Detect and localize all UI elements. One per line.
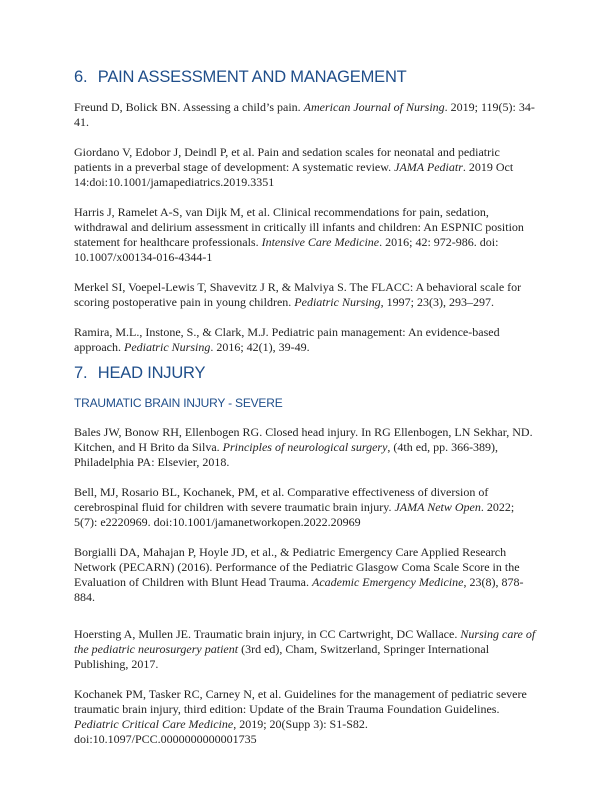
reference-entry: Harris J, Ramelet A-S, van Dijk M, et al. Clinical recommendations for pain, sedation, withdrawal and delirium assessment in critically ill infants and children: An ESPNIC position statement for healthcare professionals. Intensive Care Medicine. 2016; 42: 972-986. doi: 10.1007/x00134-016-4344-1 (74, 205, 524, 264)
section-heading-head-injury (74, 364, 540, 383)
section-number: 7. (74, 364, 88, 382)
section-heading-pain (74, 68, 540, 87)
reference-entry: Giordano V, Edobor J, Deindl P, et al. Pain and sedation scales for neonatal and pediatric patients in a preverbal stage of development: A systematic review. JAMA Pediatr. 2019 Oct 14:doi:10.1001/jamapediatrics.2019.3351 (74, 145, 514, 189)
reference-entry: Ramira, M.L., Instone, S., & Clark, M.J. Pediatric pain management: An evidence-based approach. Pediatric Nursing. 2016; 42(1), 39-49. (74, 325, 500, 354)
section-title: PAIN ASSESSMENT AND MANAGEMENT (97, 68, 407, 86)
section-title: HEAD INJURY (97, 364, 206, 382)
reference-entry: Borgialli DA, Mahajan P, Hoyle JD, et al., & Pediatric Emergency Care Applied Research Network (PECARN) (2016). Performance of the Pediatric Glasgow Coma Scale Score in the Evaluation of Children with Blunt Head Trauma. Academic Emergency Medicine, 23(8), 878-884. (74, 545, 524, 604)
section-number: 6. (74, 68, 88, 86)
reference-entry: Merkel SI, Voepel-Lewis T, Shavevitz J R, & Malviya S. The FLACC: A behavioral scale for scoring postoperative pain in young children. Pediatric Nursing, 1997; 23(3), 293–297. (74, 280, 522, 309)
reference-entry: Kochanek PM, Tasker RC, Carney N, et al. Guidelines for the management of pediatric severe traumatic brain injury, third edition: Update of the Brain Trauma Foundation Guidelines. Pediatric Critical Care Medicine, 2019; 20(Supp 3): S1-S82. doi:10.1097/PCC.0000000000001735 (74, 687, 527, 746)
subsection-heading: TRAUMATIC BRAIN INJURY - SEVERE (74, 396, 283, 410)
reference-entry: Freund D, Bolick BN. Assessing a child’s pain. American Journal of Nursing. 2019; 119(5): 34-41. (74, 100, 535, 129)
reference-entry: Bales JW, Bonow RH, Ellenbogen RG. Closed head injury. In RG Ellenbogen, LN Sekhar, ND. Kitchen, and H Brito da Silva. Principles of neurological surgery, (4th ed, pp. 366-389), Philadelphia PA: Elsevier, 2018. (74, 425, 533, 469)
reference-entry: Hoersting A, Mullen JE. Traumatic brain injury, in CC Cartwright, DC Wallace. Nursing care of the pediatric neurosurgery patient (3rd ed), Cham, Switzerland, Springer International Publishing, 2017. (74, 627, 536, 671)
reference-entry: Bell, MJ, Rosario BL, Kochanek, PM, et al. Comparative effectiveness of diversion of cerebrospinal fluid for children with severe traumatic brain injury. JAMA Netw Open. 2022; 5(7): e2220969. doi:10.1001/jamanetworkopen.2022.20969 (74, 485, 515, 529)
